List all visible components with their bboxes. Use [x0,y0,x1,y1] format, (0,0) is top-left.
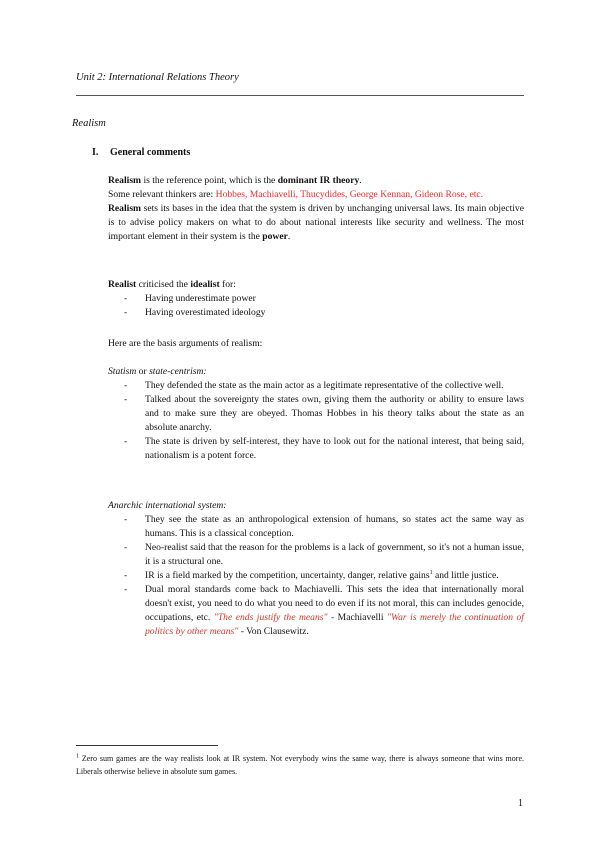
basis-intro: Here are the basis arguments of realism: [108,338,263,349]
list-item: - Neo-realist said that the reason for the problems is a lack of government, so it's not a human issue, it is a structural one. [108,541,524,569]
anarchic-label: Anarchic international system: [108,500,227,511]
header-divider [76,95,524,96]
list-item: - Dual moral standards come back to Machiavelli. This sets the idea that internationally moral doesn't exist, you need to do what you need to do even if its not moral, this can includes genocide, occupations, etc. "The ends justify the means" - Machiavelli "War is merely the continuation of politics by other means" - Von Clausewitz. [108,583,524,639]
list-item: - They defended the state as the main actor as a legitimate representative of the collective well. [108,379,524,393]
page-number: 1 [518,798,523,809]
footnote: $^1$ Zero sum games are the way realists look at IR system. Not everybody wins the same way, there is always someone that wins more. Liberals otherwise believe in absolute sum games. [76,753,524,776]
list-item: - Having overestimated ideology [108,306,524,320]
quote-clausewitz: "War is merely the continuation of politics by other means" [145,612,524,637]
section-title: Realism [72,118,106,129]
list-item: - The state is driven by self-interest, they have to look out for the national interest, that being said, nationalism is a potent force. [108,435,524,463]
statism-label: Statism or state-centrism: [108,366,207,377]
intro-paragraph-1: Realism is the reference point, which is the dominant IR theory. [108,175,362,186]
criticism-intro: Realist criticised the idealist for: [108,279,236,290]
intro-paragraph-2: Some relevant thinkers are: Hobbes, Machiavelli, Thucydides, George Kennan, Gideon Rose, etc. [108,189,484,200]
list-item: - Talked about the sovereignty the states own, giving them the authority or ability to ensure laws and to make sure they are obeyed. Thomas Hobbes in his theory talks about the state as an absolute anarchy. [108,393,524,435]
criticism-block [108,278,524,320]
statism-list [108,379,524,463]
statism-block [108,365,524,463]
heading-text: General comments [110,147,191,158]
list-item: - IR is a field marked by the competition, uncertainty, danger, relative gains$^1$ and little justice. [108,569,524,583]
quote-machiavelli: "The ends justify the means" [213,612,328,623]
list-item: - Having underestimate power [108,292,524,306]
footnote-divider [76,745,218,746]
footnote-mark: 1 [76,753,79,760]
heading-general-comments [92,147,190,158]
footnote-reference: 1 [429,569,433,576]
list-item: - They see the state as an anthropological extension of humans, so states act the same way as humans. This is a classical conception. [108,513,524,541]
heading-number: I. [92,147,99,158]
intro-paragraph-3: Realism sets its bases in the idea that the system is driven by unchanging universal laws. Its main objective is to advise policy makers on what to do about national interests like security and wellness. The most important element in their system is the power. [108,203,524,242]
anarchic-block [108,499,524,639]
thinkers-list: Hobbes, Machiavelli, Thucydides, George Kennan, Gideon Rose, etc. [215,189,484,200]
running-header: Unit 2: International Relations Theory [76,72,239,83]
anarchic-list [108,513,524,639]
criticism-list [108,292,524,320]
intro-block [108,174,524,244]
